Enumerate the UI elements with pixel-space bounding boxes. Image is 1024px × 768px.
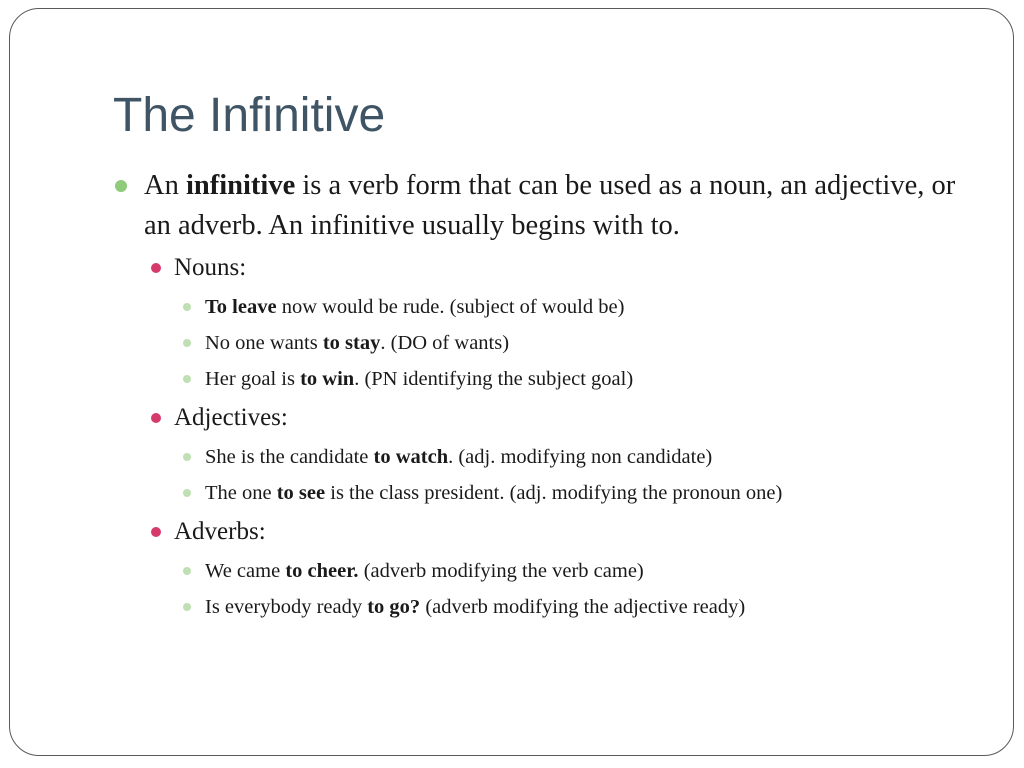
example-item	[113, 330, 973, 356]
section-heading-label: Adjectives:	[174, 404, 288, 431]
example-item	[113, 558, 973, 584]
example-pre: She is the candidate	[205, 446, 374, 468]
light-green-bullet-icon	[183, 603, 191, 611]
section-heading-adverbs	[113, 516, 973, 548]
example-pre: The one	[205, 482, 277, 504]
example-post: (adverb modifying the adjective ready)	[420, 596, 746, 618]
example-item	[113, 294, 973, 320]
slide-title: The Infinitive	[113, 89, 386, 142]
example-infinitive: to go?	[367, 596, 421, 618]
section-heading-label: Adverbs:	[174, 518, 266, 545]
example-infinitive: to win	[300, 368, 355, 390]
definition-prefix: An	[144, 170, 186, 201]
example-infinitive: to stay	[322, 332, 381, 354]
example-infinitive: to watch	[373, 446, 449, 468]
example-infinitive: to cheer.	[285, 560, 359, 582]
light-green-bullet-icon	[183, 489, 191, 497]
definition-bullet	[113, 166, 973, 246]
pink-bullet-icon	[151, 527, 161, 537]
definition-text: is a verb form that can be used as a noun, an adjective, or an adverb. An infinitive usually begins with to.	[144, 170, 956, 241]
slide-content	[113, 166, 973, 620]
example-item	[113, 444, 973, 470]
example-post: . (PN identifying the subject goal)	[354, 368, 634, 390]
example-post: . (adj. modifying non candidate)	[448, 446, 713, 468]
light-green-bullet-icon	[183, 567, 191, 575]
example-post: . (DO of wants)	[380, 332, 510, 354]
light-green-bullet-icon	[183, 453, 191, 461]
example-pre: Is everybody ready	[205, 596, 368, 618]
green-bullet-icon	[115, 180, 127, 192]
definition-term: infinitive	[185, 170, 296, 201]
example-infinitive: to see	[276, 482, 326, 504]
section-heading-label: Nouns:	[174, 254, 247, 281]
example-pre: Her goal is	[205, 368, 301, 390]
section-heading-adjectives	[113, 402, 973, 434]
example-post: now would be rude. (subject of would be)	[276, 296, 625, 318]
example-item	[113, 366, 973, 392]
example-post: is the class president. (adj. modifying the pronoun one)	[325, 482, 783, 504]
example-pre: No one wants	[205, 332, 323, 354]
example-item	[113, 594, 973, 620]
example-item	[113, 480, 973, 506]
light-green-bullet-icon	[183, 303, 191, 311]
section-heading-nouns	[113, 252, 973, 284]
pink-bullet-icon	[151, 263, 161, 273]
example-infinitive: To leave	[205, 296, 277, 318]
pink-bullet-icon	[151, 413, 161, 423]
light-green-bullet-icon	[183, 375, 191, 383]
example-pre: We came	[205, 560, 286, 582]
light-green-bullet-icon	[183, 339, 191, 347]
example-post: (adverb modifying the verb came)	[358, 560, 644, 582]
